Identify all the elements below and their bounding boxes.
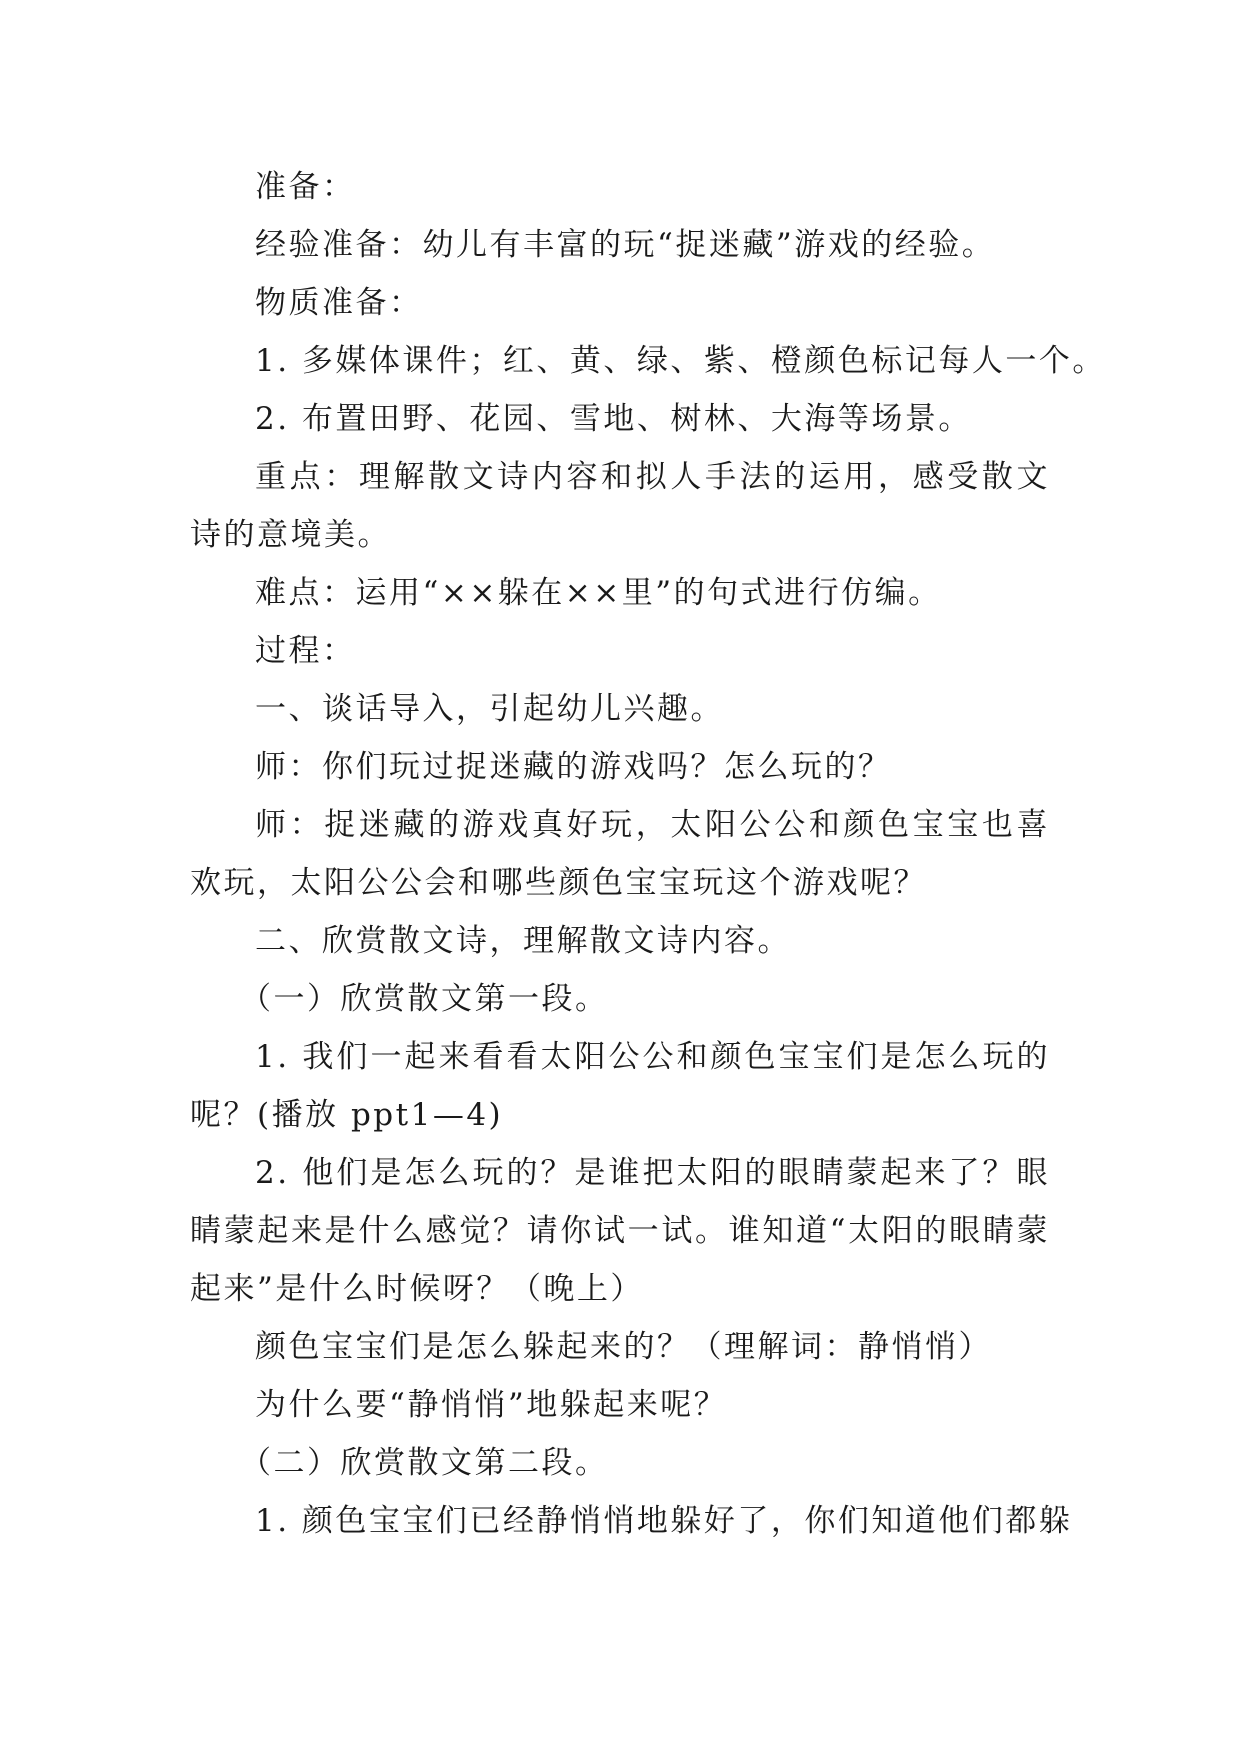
paragraph-step-1: 1. 我们一起来看看太阳公公和颜色宝宝们是怎么玩的呢？(播放 ppt1—4) [190, 1039, 1050, 1133]
subsection-heading-1: （一）欣赏散文第一段。 [240, 981, 609, 1017]
paragraph-step-2-1: 1. 颜色宝宝们已经静悄悄地躲好了，你们知道他们都躲 [255, 1503, 1073, 1539]
paragraph-material-item-1: 1. 多媒体课件；红、黄、绿、紫、橙颜色标记每人一个。 [255, 343, 1106, 379]
paragraph-step-2: 2. 他们是怎么玩的？是谁把太阳的眼睛蒙起来了？眼睛蒙起来是什么感觉？请你试一试。谁知道“太阳的眼睛蒙起来”是什么时候呀？（晚上） [190, 1155, 1050, 1307]
subsection-heading-2: （二）欣赏散文第二段。 [240, 1445, 609, 1481]
paragraph-difficulty: 难点：运用“××躲在××里”的句式进行仿编。 [255, 575, 942, 611]
paragraph-experience-prep: 经验准备：幼儿有丰富的玩“捉迷藏”游戏的经验。 [255, 227, 996, 263]
paragraph-key-point: 重点：理解散文诗内容和拟人手法的运用，感受散文诗的意境美。 [190, 459, 1050, 553]
paragraph-quiet-question: 为什么要“静悄悄”地躲起来呢？ [255, 1387, 728, 1423]
paragraph-process: 过程： [255, 633, 356, 669]
paragraph-material-prep: 物质准备： [255, 285, 423, 321]
paragraph-prep: 准备： [255, 169, 356, 205]
paragraph-material-item-2: 2. 布置田野、花园、雪地、树林、大海等场景。 [255, 401, 972, 437]
section-heading-2: 二、欣赏散文诗，理解散文诗内容。 [255, 923, 791, 959]
section-heading-1: 一、谈话导入，引起幼儿兴趣。 [255, 691, 724, 727]
document-body [190, 158, 1106, 1550]
paragraph-hiding-question: 颜色宝宝们是怎么躲起来的？（理解词：静悄悄） [255, 1329, 992, 1365]
paragraph-teacher-question-1: 师：你们玩过捉迷藏的游戏吗？怎么玩的？ [255, 749, 892, 785]
paragraph-teacher-question-2: 师：捉迷藏的游戏真好玩，太阳公公和颜色宝宝也喜欢玩，太阳公公会和哪些颜色宝宝玩这个游戏呢？ [190, 807, 1050, 901]
